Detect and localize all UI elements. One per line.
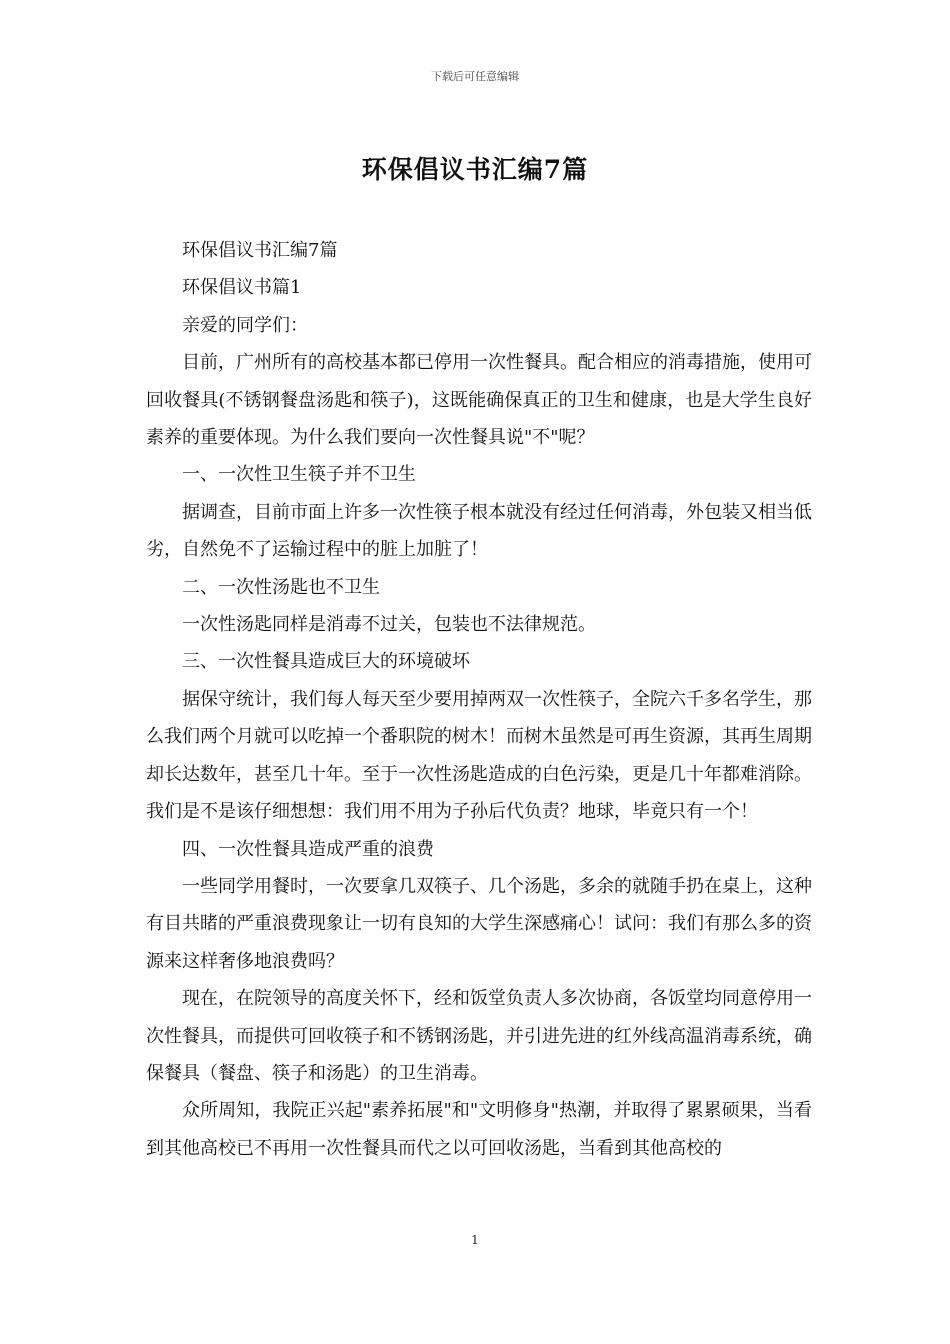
paragraph-subtitle: 环保倡议书汇编7篇 <box>182 240 338 261</box>
page-number: 1 <box>471 1233 479 1247</box>
paragraph-point-heading: 四、一次性餐具造成严重的浪费 <box>182 838 434 860</box>
document-body <box>146 232 812 1167</box>
paragraph-point-heading: 一、一次性卫生筷子并不卫生 <box>182 464 416 486</box>
paragraph-body: 据调查，目前市面上许多一次性筷子根本就没有经过任何消毒，外包装又相当低劣，自然免不了运输过程中的脏上加脏了！ <box>146 501 812 561</box>
paragraph-point-heading: 二、一次性汤匙也不卫生 <box>182 576 380 598</box>
paragraph-body: 众所周知，我院正兴起"素养拓展"和"文明修身"热潮，并取得了累累硕果，当看到其他高校已不再用一次性餐具而代之以可回收汤匙，当看到其他高校的 <box>146 1100 812 1159</box>
paragraph-point-heading: 三、一次性餐具造成巨大的环境破坏 <box>182 651 470 673</box>
paragraph-body: 据保守统计，我们每人每天至少要用掉两双一次性筷子，全院六千多名学生，那么我们两个月就可以吃掉一个番职院的树木！而树木虽然是可再生资源，其再生周期却长达数年，甚至几十年。至于一次性汤匙造成的白色污染，更是几十年都难消除。我们是不是该仔细想想：我们用不用为子孙后代负责？地球，毕竟只有一个！ <box>146 688 812 823</box>
paragraph-body: 现在，在院领导的高度关怀下，经和饭堂负责人多次协商，各饭堂均同意停用一次性餐具，而提供可回收筷子和不锈钢汤匙，并引进先进的红外线高温消毒系统，确保餐具（餐盘、筷子和汤匙）的卫生消毒。 <box>146 988 812 1084</box>
paragraph-body: 一些同学用餐时，一次要拿几双筷子、几个汤匙，多余的就随手扔在桌上，这种有目共睹的严重浪费现象让一切有良知的大学生深感痛心！试问：我们有那么多的资源来这样奢侈地浪费吗？ <box>146 875 812 972</box>
paragraph-intro: 目前，广州所有的高校基本都已停用一次性餐具。配合相应的消毒措施，使用可回收餐具(不锈钢餐盘汤匙和筷子)，这既能确保真正的卫生和健康，也是大学生良好素养的重要体现。为什么我们要向一次性餐具说"不"呢？ <box>146 352 812 449</box>
document-title: 环保倡议书汇编7篇 <box>361 155 589 184</box>
paragraph-salutation: 亲爱的同学们： <box>182 314 308 336</box>
header-note: 下载后可任意编辑 <box>431 70 519 83</box>
paragraph-body: 一次性汤匙同样是消毒不过关，包装也不法律规范。 <box>182 614 596 636</box>
paragraph-section-heading: 环保倡议书篇1 <box>182 277 302 299</box>
